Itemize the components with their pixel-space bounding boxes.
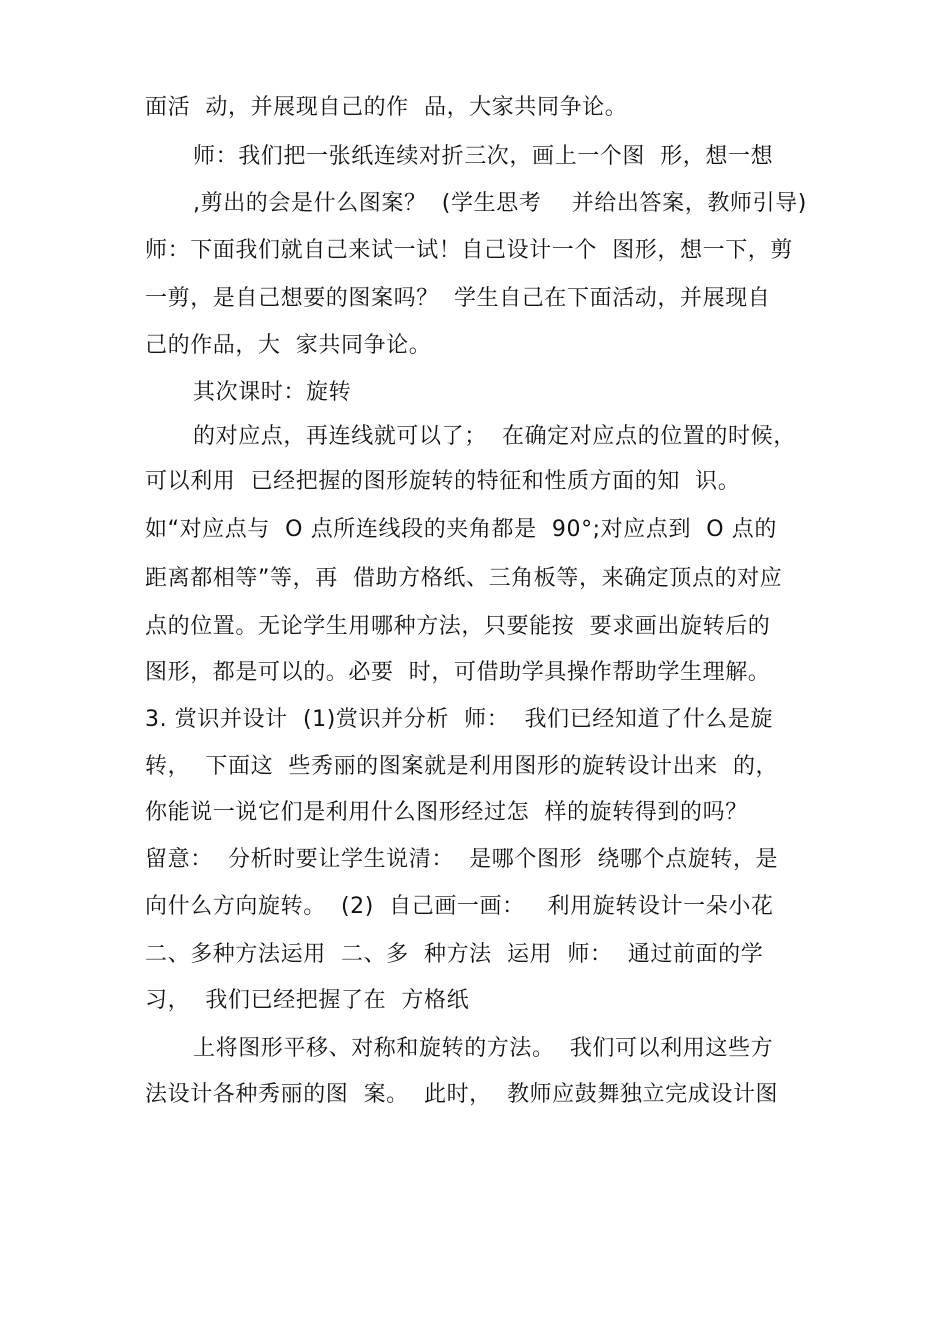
text-line: 己的作品，大 家共同争论。 [145,333,432,358]
text-line: 点的位置。无论学生用哪种方法，只要能按 要求画出旋转后的 [145,614,771,639]
text-line: 二、多种方法运用 二、多 种方法 运用 师： 通过前面的学 [145,942,764,967]
text-line: 法设计各种秀丽的图 案。 此时， 教师应鼓舞独立完成设计图 [145,1082,779,1107]
section-heading: 其次课时：旋转 [193,380,352,405]
text-line: 师：下面我们就自己来试一试！自己设计一个 图形，想一下，剪 [145,238,793,263]
text-line: 距离都相等”等，再 借助方格纸、三角板等，来确定顶点的对应 [145,566,783,591]
text-line: 转， 下面这 些秀丽的图案就是利用图形的旋转设计出来 的， [145,754,779,779]
text-line: 师：我们把一张纸连续对折三次，画上一个图 形，想一想 [193,144,774,169]
text-line: 向什么方向旋转。 (2) 自己画一画： 利用旋转设计一朵小花 [145,894,774,919]
text-line: 3. 赏识并设计 (1)赏识并分析 师： 我们已经知道了什么是旋 [145,707,774,732]
text-line: 如“对应点与 O 点所连线段的夹角都是 90°;对应点到 O 点的 [145,517,777,542]
text-line: 上将图形平移、对称和旋转的方法。 我们可以利用这些方 [193,1036,774,1061]
text-line: 的对应点，再连线就可以了； 在确定对应点的位置的时候， [193,424,796,449]
text-line: 留意： 分析时要让学生说清： 是哪个图形 绕哪个点旋转，是 [145,847,779,872]
text-line: 可以利用 已经把握的图形旋转的特征和性质方面的知 识。 [145,469,741,494]
text-line: 面活 动，并展现自己的作 品，大家共同争论。 [145,95,628,120]
text-line: ,剪出的会是什么图案？ (学生思考 并给出答案，教师引导) [193,191,807,216]
text-line: 一剪，是自己想要的图案吗？ 学生自己在下面活动，并展现自 [145,286,771,311]
text-line: 你能说一说它们是利用什么图形经过怎 样的旋转得到的吗？ [145,800,748,825]
text-line: 图形，都是可以的。必要 时，可借助学具操作帮助学生理解。 [145,660,771,685]
text-line: 习， 我们已经把握了在 方格纸 [145,988,470,1013]
